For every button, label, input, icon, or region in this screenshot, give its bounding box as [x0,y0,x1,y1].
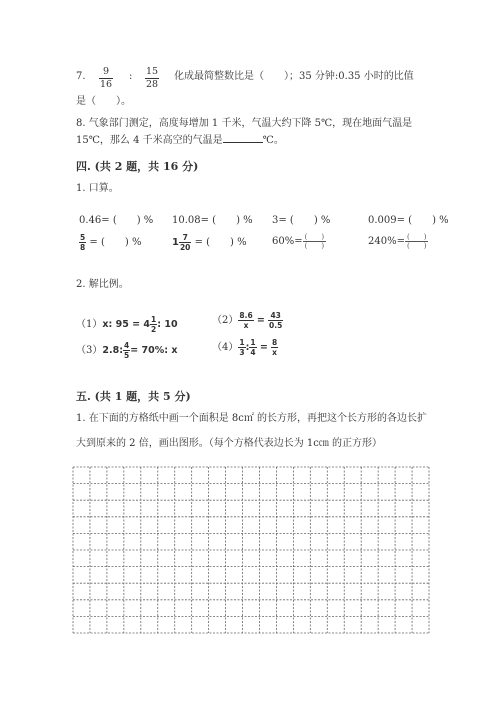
q8-line-1: 8. 气象部门测定，高度每增加 1 千米，气温大约下降 5℃，现在地面气温是 [76,118,413,129]
q4-2-label: 2. 解比例。 [76,279,129,290]
mental-calc-item: $\frac{5}{8}$ = ( ) % [80,233,142,252]
q5-1-line-2: 大到原来的 2 倍，画出图形。（每个方格代表边长为 1c㎝ 的正方形） [76,438,383,449]
q7-text-cont: 是（ ）。 [76,96,131,107]
q7-text: 化成最简整数比是（ ）；35 分钟:0.35 小时的比值 [174,71,414,82]
proportion-3: （3）2.8: $\frac{4}{5}$ = 70%: x [76,341,178,360]
proportion-2: （2） $\frac{8.6}{x}$ = $\frac{43}{0.5}$ [212,311,283,330]
q5-1-line-1: 1. 在下面的方格纸中画一个面积是 8c㎡ 的长方形，再把这个长方形的各边长扩 [76,413,428,424]
mental-calc-item: 60%= $\frac{( )}{( )}$ [272,233,325,250]
mental-calc-item: 0.009= ( ) % [368,215,449,226]
section-5-heading: 五. (共 1 题，共 5 分) [76,390,191,403]
section-4-heading: 四. (共 2 题，共 16 分) [76,160,199,173]
mental-calc-item: 1 $\frac{7}{20}$ = ( ) % [172,233,247,252]
q4-1-label: 1. 口算。 [76,183,119,194]
grid-paper[interactable] [72,466,430,634]
proportion-1: （1）x: 95 = 4 $\frac{1}{2}$ : 10 [76,315,178,334]
mental-calc-item: 0.46= ( ) % [79,215,154,226]
mental-calc-item: 10.08= ( ) % [172,215,253,226]
mental-calc-item: 3= ( ) % [272,215,331,226]
answer-blank[interactable] [223,132,263,143]
q7-number: 7. [76,71,86,82]
mental-calc-item: 240%= $\frac{( )}{( )}$ [368,233,427,250]
q7-colon: : [129,71,133,82]
proportion-4: （4） $\frac{1}{3}$ : $\frac{1}{4}$ = $\frac{8}{x}$ [212,338,278,357]
q7-fraction-1: $\frac{9}{16}$ [100,66,113,90]
q8-line-2: 15℃，那么 4 千米高空的气温是 ℃。 [76,132,284,148]
q7-fraction-2: $\frac{15}{28}$ [146,66,159,90]
